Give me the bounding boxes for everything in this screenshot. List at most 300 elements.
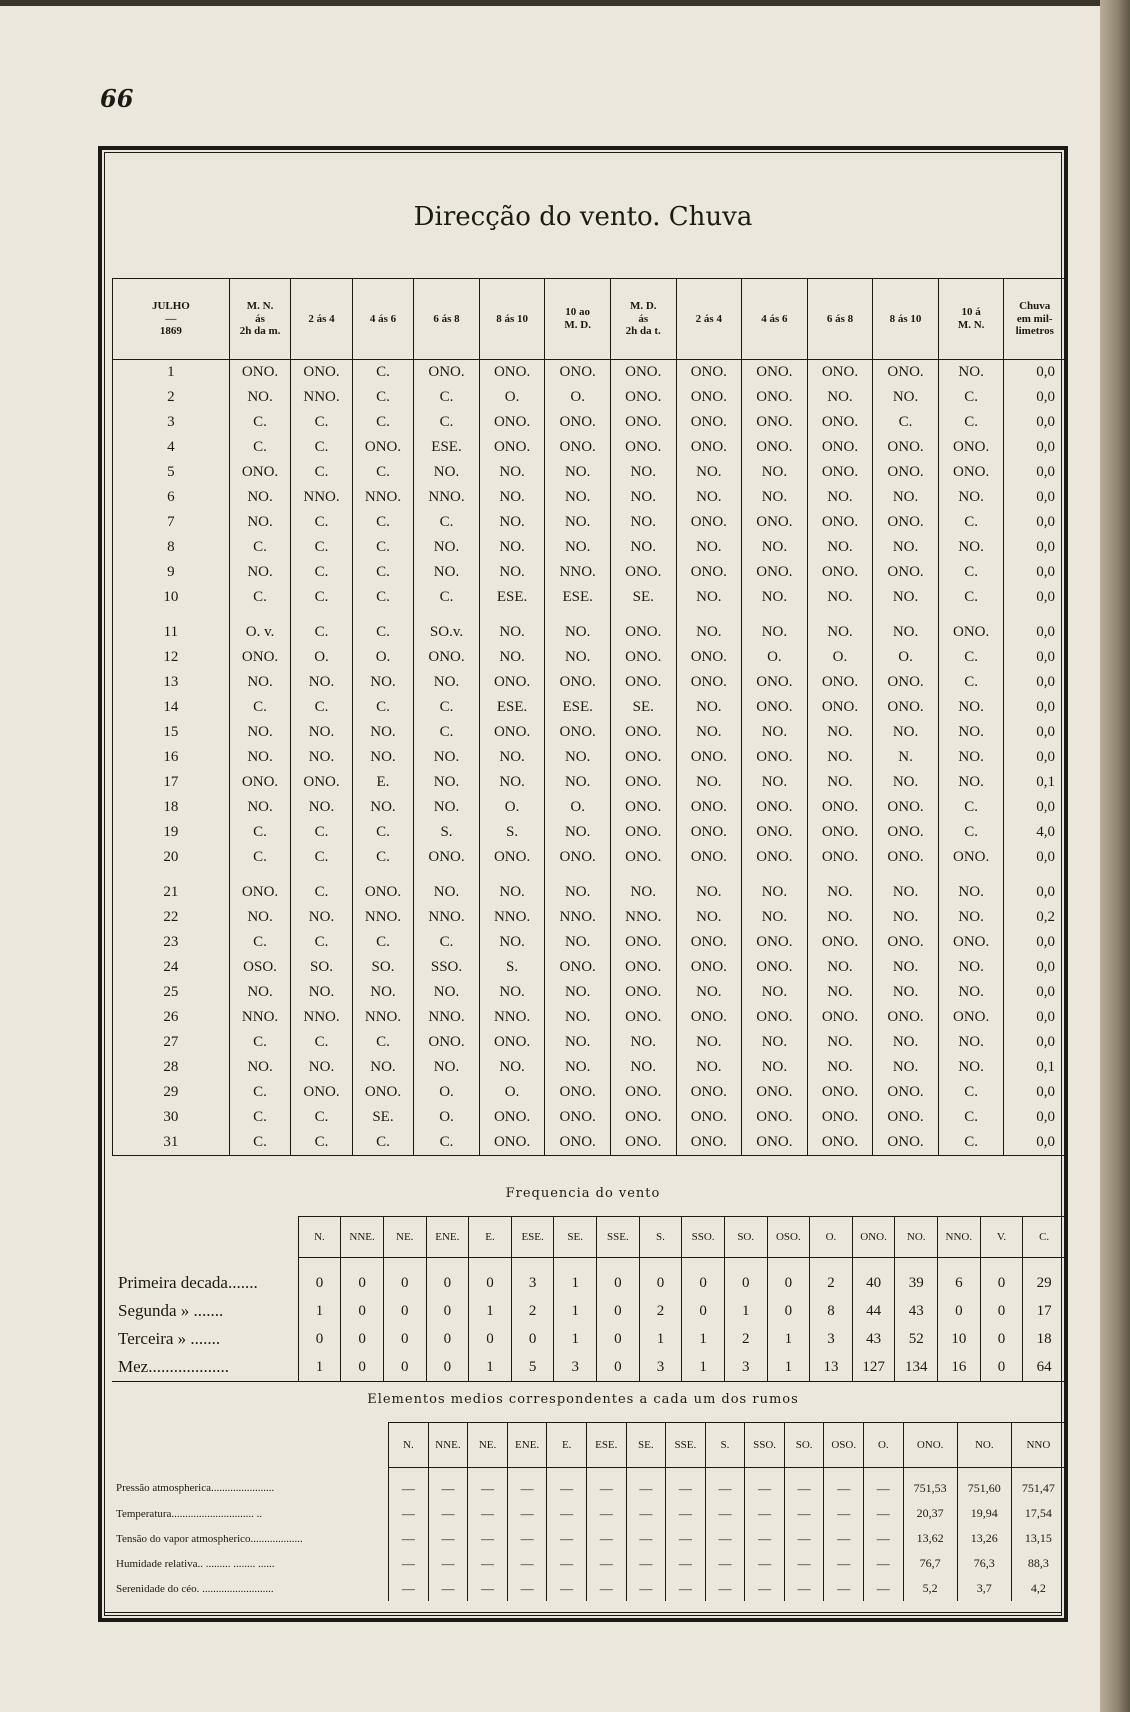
wind-direction-cell: NO. — [479, 535, 545, 560]
wind-direction-cell: NO. — [545, 1030, 611, 1055]
frequency-row-label: Primeira decada....... — [118, 1272, 258, 1292]
wind-direction-cell: ONO. — [742, 360, 808, 386]
elements-value: — — [666, 1501, 706, 1526]
elements-value: — — [626, 1468, 666, 1502]
wind-direction-cell: NO. — [479, 880, 545, 905]
wind-direction-cell: NO. — [352, 720, 413, 745]
elements-row — [112, 1551, 1066, 1576]
column-header-line: 10 á — [961, 306, 981, 319]
wind-direction-cell: NO. — [938, 1055, 1004, 1080]
day-row — [113, 460, 1066, 485]
frequency-value: 0 — [980, 1325, 1023, 1353]
column-header — [1004, 279, 1066, 360]
column-header-line: ás — [638, 312, 649, 325]
wind-direction-cell: ONO. — [807, 510, 873, 535]
wind-direction-cell: C. — [291, 585, 352, 610]
column-header-line: 8 ás 10 — [496, 312, 528, 325]
elements-value: — — [428, 1576, 468, 1601]
elements-value: — — [784, 1468, 824, 1502]
column-header — [742, 279, 808, 360]
wind-direction-cell: S. — [479, 955, 545, 980]
wind-direction-cell: C. — [414, 1130, 480, 1156]
elements-value: — — [468, 1501, 508, 1526]
wind-direction-cell: ONO. — [938, 930, 1004, 955]
wind-direction-cell: NO. — [414, 1055, 480, 1080]
frequency-row — [112, 1258, 1066, 1298]
book-spine — [1100, 0, 1130, 1712]
rain-value: 0,0 — [1004, 670, 1066, 695]
wind-direction-cell: NNO. — [479, 905, 545, 930]
wind-direction-cell: SE. — [352, 1105, 413, 1130]
separator-cell — [742, 870, 808, 880]
wind-direction-cell: ONO. — [676, 1130, 742, 1156]
day-row — [113, 1080, 1066, 1105]
day-row — [113, 485, 1066, 510]
bottom-rule — [104, 1612, 1062, 1613]
wind-direction-cell: NNO. — [291, 485, 352, 510]
wind-direction-cell: C. — [414, 585, 480, 610]
wind-direction-cell: ONO. — [610, 930, 676, 955]
frequency-col-header: SSE. — [597, 1217, 640, 1258]
column-header — [807, 279, 873, 360]
elements-value: — — [547, 1576, 587, 1601]
frequency-col-header: E. — [469, 1217, 512, 1258]
wind-direction-cell: SSO. — [414, 955, 480, 980]
column-header — [610, 279, 676, 360]
wind-direction-cell: NO. — [291, 980, 352, 1005]
separator-cell — [113, 610, 230, 620]
month-label: JULHO — [151, 300, 190, 313]
wind-direction-cell: NO. — [352, 980, 413, 1005]
wind-direction-cell: ONO. — [229, 770, 290, 795]
wind-direction-cell: ONO. — [873, 1105, 939, 1130]
wind-direction-cell: OSO. — [229, 955, 290, 980]
elements-value: — — [705, 1551, 745, 1576]
decade-separator — [113, 610, 1066, 620]
wind-direction-cell: ONO. — [610, 820, 676, 845]
wind-direction-cell: SE. — [610, 695, 676, 720]
wind-direction-cell: ONO. — [676, 410, 742, 435]
wind-direction-cell: C. — [414, 385, 480, 410]
rain-value: 0,0 — [1004, 980, 1066, 1005]
wind-direction-cell: ONO. — [676, 930, 742, 955]
wind-direction-cell: NO. — [352, 1055, 413, 1080]
frequency-value: 2 — [639, 1297, 682, 1325]
frequency-value: 0 — [597, 1325, 640, 1353]
rain-value: 0,0 — [1004, 1005, 1066, 1030]
wind-direction-cell: ONO. — [676, 360, 742, 386]
wind-direction-cell: ONO. — [807, 460, 873, 485]
wind-direction-cell: ONO. — [414, 645, 480, 670]
day-row — [113, 880, 1066, 905]
wind-direction-cell: ONO. — [873, 1130, 939, 1156]
day-row — [113, 695, 1066, 720]
day-row — [113, 1105, 1066, 1130]
wind-direction-cell: C. — [229, 585, 290, 610]
wind-direction-cell: NO. — [414, 460, 480, 485]
elements-row-label: Tensão do vapor atmospherico................... — [116, 1532, 303, 1545]
wind-direction-cell: ONO. — [610, 1130, 676, 1156]
wind-direction-cell: SE. — [610, 585, 676, 610]
wind-direction-cell: ONO. — [873, 510, 939, 535]
elements-value: — — [389, 1468, 429, 1502]
wind-direction-cell: ONO. — [807, 845, 873, 870]
elements-col-header: N. — [389, 1423, 429, 1468]
wind-direction-cell: O. — [545, 385, 611, 410]
wind-direction-cell: ONO. — [479, 435, 545, 460]
wind-direction-cell: ONO. — [610, 435, 676, 460]
wind-direction-cell: ONO. — [291, 1080, 352, 1105]
elements-value: — — [626, 1501, 666, 1526]
wind-direction-cell: ONO. — [229, 880, 290, 905]
frequency-value: 0 — [426, 1325, 469, 1353]
wind-direction-cell: ONO. — [676, 560, 742, 585]
frequency-col-header: N. — [298, 1217, 341, 1258]
wind-direction-cell: C. — [291, 1030, 352, 1055]
wind-direction-cell: NO. — [479, 510, 545, 535]
column-header-line: M. D. — [564, 319, 591, 331]
wind-direction-cell: C. — [229, 695, 290, 720]
elements-row-label: Serenidade do céo. .......................... — [116, 1582, 274, 1595]
elements-value: — — [547, 1468, 587, 1502]
wind-direction-cell: ONO. — [229, 460, 290, 485]
wind-direction-cell: S. — [414, 820, 480, 845]
wind-direction-cell: ONO. — [873, 1005, 939, 1030]
wind-direction-cell: NNO. — [610, 905, 676, 930]
frequency-value: 29 — [1023, 1258, 1066, 1298]
elements-value: — — [389, 1551, 429, 1576]
elements-value: 17,54 — [1011, 1501, 1065, 1526]
frequency-col-header: NNE. — [341, 1217, 384, 1258]
elements-value: — — [666, 1576, 706, 1601]
wind-direction-cell: NO. — [229, 485, 290, 510]
wind-direction-cell: ESE. — [414, 435, 480, 460]
wind-direction-cell: NNO. — [414, 485, 480, 510]
day-number: 4 — [113, 435, 230, 460]
wind-direction-cell: ONO. — [742, 1080, 808, 1105]
day-number: 24 — [113, 955, 230, 980]
wind-direction-cell: NO. — [479, 485, 545, 510]
wind-direction-cell: O. — [479, 385, 545, 410]
wind-direction-table — [112, 278, 1066, 1156]
frequency-value: 0 — [682, 1297, 725, 1325]
frequency-value: 40 — [852, 1258, 895, 1298]
wind-direction-cell: ONO. — [742, 1130, 808, 1156]
wind-direction-cell: NO. — [807, 1030, 873, 1055]
wind-direction-cell: ONO. — [414, 845, 480, 870]
column-header — [352, 279, 413, 360]
wind-direction-cell: C. — [229, 1030, 290, 1055]
wind-direction-cell: C. — [291, 820, 352, 845]
wind-direction-cell: NO. — [229, 745, 290, 770]
wind-direction-cell: NO. — [414, 670, 480, 695]
wind-direction-cell: NO. — [938, 535, 1004, 560]
elements-value: — — [864, 1576, 904, 1601]
elements-value: — — [666, 1468, 706, 1502]
wind-direction-cell: NO. — [414, 795, 480, 820]
frequency-row-label: Mez................... — [112, 1353, 298, 1382]
frequency-value: 1 — [554, 1325, 597, 1353]
wind-direction-cell: S. — [479, 820, 545, 845]
frequency-value: 0 — [469, 1258, 512, 1298]
wind-direction-cell: ONO. — [479, 360, 545, 386]
rain-value: 0,0 — [1004, 560, 1066, 585]
day-number: 2 — [113, 385, 230, 410]
frequency-value: 0 — [767, 1258, 810, 1298]
wind-direction-cell: C. — [291, 410, 352, 435]
wind-direction-cell: ONO. — [938, 620, 1004, 645]
rain-value: 0,1 — [1004, 1055, 1066, 1080]
separator-cell — [545, 610, 611, 620]
wind-direction-cell: NO. — [676, 905, 742, 930]
wind-direction-cell: ESE. — [545, 695, 611, 720]
column-header-line: em mil- — [1016, 312, 1053, 325]
wind-direction-cell: C. — [414, 720, 480, 745]
day-number: 25 — [113, 980, 230, 1005]
elements-row — [112, 1501, 1066, 1526]
wind-direction-cell: NO. — [291, 720, 352, 745]
separator-cell — [414, 870, 480, 880]
rain-value: 4,0 — [1004, 820, 1066, 845]
separator-cell — [610, 870, 676, 880]
elements-value: — — [547, 1501, 587, 1526]
elements-value: — — [784, 1576, 824, 1601]
wind-direction-cell: ONO. — [676, 645, 742, 670]
elements-row-label: Pressão atmospherica....................... — [116, 1482, 275, 1495]
wind-direction-cell: NO. — [938, 905, 1004, 930]
elements-value: 751,47 — [1011, 1468, 1065, 1502]
elements-row — [112, 1576, 1066, 1601]
wind-direction-cell: NO. — [873, 535, 939, 560]
wind-direction-cell: ONO. — [610, 845, 676, 870]
wind-direction-cell: NO. — [873, 720, 939, 745]
frequency-value: 0 — [682, 1258, 725, 1298]
wind-direction-cell: ONO. — [479, 1105, 545, 1130]
wind-direction-cell: ONO. — [676, 955, 742, 980]
wind-direction-cell: NNO. — [545, 905, 611, 930]
wind-direction-cell: NO. — [873, 980, 939, 1005]
wind-direction-cell: NO. — [742, 1055, 808, 1080]
wind-direction-cell: C. — [352, 1030, 413, 1055]
elements-value: — — [705, 1526, 745, 1551]
wind-direction-cell: C. — [291, 695, 352, 720]
separator-cell — [807, 610, 873, 620]
wind-direction-cell: ONO. — [938, 845, 1004, 870]
wind-direction-cell: NO. — [807, 955, 873, 980]
separator-cell — [938, 610, 1004, 620]
day-row — [113, 820, 1066, 845]
rain-value: 0,1 — [1004, 770, 1066, 795]
wind-direction-cell: O. — [545, 795, 611, 820]
wind-direction-cell: NO. — [229, 385, 290, 410]
frequency-value: 1 — [469, 1353, 512, 1382]
frequency-value: 0 — [298, 1325, 341, 1353]
elements-col-header: S. — [705, 1423, 745, 1468]
frequency-value: 0 — [383, 1353, 426, 1382]
wind-direction-cell: NO. — [229, 795, 290, 820]
wind-direction-cell: C. — [938, 645, 1004, 670]
elements-col-header: SSE. — [666, 1423, 706, 1468]
wind-direction-cell: C. — [291, 930, 352, 955]
frequency-col-header: NO. — [895, 1217, 938, 1258]
wind-direction-cell: NO. — [610, 535, 676, 560]
day-row — [113, 720, 1066, 745]
wind-direction-cell: C. — [229, 930, 290, 955]
wind-direction-cell: ONO. — [807, 795, 873, 820]
wind-direction-cell: ONO. — [610, 385, 676, 410]
wind-direction-cell: NO. — [610, 880, 676, 905]
elements-value: — — [824, 1468, 864, 1502]
wind-direction-cell: NNO. — [229, 1005, 290, 1030]
wind-direction-cell: ONO. — [414, 1030, 480, 1055]
frequency-value: 6 — [938, 1258, 981, 1298]
wind-direction-cell: NO. — [479, 930, 545, 955]
page-title: Direcção do vento. Chuva — [413, 202, 753, 232]
wind-direction-cell: C. — [291, 1130, 352, 1156]
wind-direction-cell: ONO. — [291, 770, 352, 795]
wind-direction-cell: ONO. — [676, 1080, 742, 1105]
frequency-value: 1 — [554, 1297, 597, 1325]
day-row — [113, 585, 1066, 610]
rain-value: 0,0 — [1004, 435, 1066, 460]
elements-value: 76,7 — [903, 1551, 957, 1576]
frequency-col-header: SSO. — [682, 1217, 725, 1258]
day-number: 31 — [113, 1130, 230, 1156]
wind-direction-cell: NO. — [938, 955, 1004, 980]
wind-direction-cell: ONO. — [479, 1130, 545, 1156]
wind-direction-cell: ONO. — [807, 820, 873, 845]
rain-value: 0,0 — [1004, 535, 1066, 560]
wind-direction-cell: NO. — [291, 745, 352, 770]
wind-direction-cell: C. — [352, 845, 413, 870]
wind-direction-cell: C. — [229, 535, 290, 560]
elements-value: — — [507, 1576, 547, 1601]
column-header-line: 2h da t. — [625, 325, 661, 338]
wind-direction-cell: NO. — [873, 385, 939, 410]
elements-value: — — [586, 1526, 626, 1551]
wind-direction-cell: SO. — [352, 955, 413, 980]
day-number: 3 — [113, 410, 230, 435]
wind-direction-cell: NO. — [807, 1055, 873, 1080]
frequency-value: 0 — [980, 1297, 1023, 1325]
rain-value: 0,0 — [1004, 1130, 1066, 1156]
rain-value: 0,0 — [1004, 485, 1066, 510]
wind-direction-cell: NO. — [291, 795, 352, 820]
wind-direction-cell: ONO. — [545, 845, 611, 870]
wind-direction-cell: NO. — [938, 360, 1004, 386]
separator-cell — [545, 870, 611, 880]
day-row — [113, 1130, 1066, 1156]
elements-value: 19,94 — [957, 1501, 1011, 1526]
elements-value: — — [428, 1468, 468, 1502]
elements-value: — — [468, 1468, 508, 1502]
wind-direction-cell: C. — [229, 410, 290, 435]
wind-direction-cell: NO. — [229, 560, 290, 585]
wind-direction-cell: NO. — [676, 695, 742, 720]
wind-direction-cell: NO. — [873, 1030, 939, 1055]
wind-direction-cell: C. — [229, 820, 290, 845]
rain-value: 0,0 — [1004, 1030, 1066, 1055]
wind-direction-cell: NO. — [742, 905, 808, 930]
wind-direction-cell: NO. — [742, 460, 808, 485]
wind-direction-cell: O. — [414, 1080, 480, 1105]
wind-direction-cell: NO. — [610, 1030, 676, 1055]
wind-direction-cell: C. — [352, 535, 413, 560]
wind-direction-cell: ONO. — [676, 745, 742, 770]
wind-direction-cell: NO. — [873, 880, 939, 905]
wind-direction-cell: NO. — [414, 535, 480, 560]
wind-direction-cell: ONO. — [742, 930, 808, 955]
wind-direction-cell: NO. — [414, 560, 480, 585]
frequency-value: 1 — [682, 1325, 725, 1353]
column-header-line: 4 ás 6 — [761, 312, 788, 325]
elements-value: — — [586, 1576, 626, 1601]
wind-direction-cell: NO. — [479, 1055, 545, 1080]
wind-direction-cell: O. — [479, 1080, 545, 1105]
elements-value: — — [507, 1501, 547, 1526]
wind-direction-cell: O. — [291, 645, 352, 670]
elements-col-header: ONO. — [903, 1423, 957, 1468]
frequency-row — [112, 1325, 1066, 1353]
frequency-value: 13 — [810, 1353, 853, 1382]
elements-corner — [112, 1423, 389, 1468]
rain-value: 0,0 — [1004, 360, 1066, 386]
column-header-line: 2 ás 4 — [695, 312, 722, 325]
wind-direction-cell: NO. — [938, 1030, 1004, 1055]
elements-col-header: NO. — [957, 1423, 1011, 1468]
wind-direction-cell: ONO. — [873, 460, 939, 485]
wind-direction-cell: C. — [291, 1105, 352, 1130]
elements-value: 5,2 — [903, 1576, 957, 1601]
wind-direction-cell: ONO. — [545, 670, 611, 695]
wind-direction-cell: NO. — [352, 795, 413, 820]
elements-value: 3,7 — [957, 1576, 1011, 1601]
wind-direction-cell: NO. — [610, 485, 676, 510]
wind-direction-cell: ONO. — [873, 670, 939, 695]
frequency-value: 0 — [426, 1258, 469, 1298]
page-top-edge — [0, 0, 1100, 6]
frequency-col-header: ONO. — [852, 1217, 895, 1258]
wind-direction-cell: ONO. — [610, 645, 676, 670]
wind-direction-cell: ONO. — [807, 410, 873, 435]
wind-direction-cell: E. — [352, 770, 413, 795]
wind-direction-cell: ONO. — [479, 670, 545, 695]
wind-direction-cell: NNO. — [479, 1005, 545, 1030]
rain-value: 0,0 — [1004, 720, 1066, 745]
elements-value: — — [626, 1526, 666, 1551]
frequency-value: 3 — [639, 1353, 682, 1382]
wind-direction-cell: NO. — [807, 770, 873, 795]
wind-direction-cell: ONO. — [676, 795, 742, 820]
elements-row-label: Humidade relativa.. ......... ........ ...... — [116, 1557, 275, 1570]
wind-direction-cell: O. — [873, 645, 939, 670]
frequency-value: 0 — [597, 1258, 640, 1298]
day-number: 9 — [113, 560, 230, 585]
elements-value: — — [705, 1576, 745, 1601]
wind-direction-cell: C. — [352, 1130, 413, 1156]
day-number: 14 — [113, 695, 230, 720]
separator-cell — [291, 610, 352, 620]
column-header — [414, 279, 480, 360]
wind-direction-cell: ESE. — [545, 585, 611, 610]
day-number: 20 — [113, 845, 230, 870]
column-header — [479, 279, 545, 360]
frequency-value: 3 — [511, 1258, 554, 1298]
column-header — [545, 279, 611, 360]
wind-direction-cell: NO. — [807, 980, 873, 1005]
wind-direction-cell: NO. — [676, 460, 742, 485]
day-number: 7 — [113, 510, 230, 535]
